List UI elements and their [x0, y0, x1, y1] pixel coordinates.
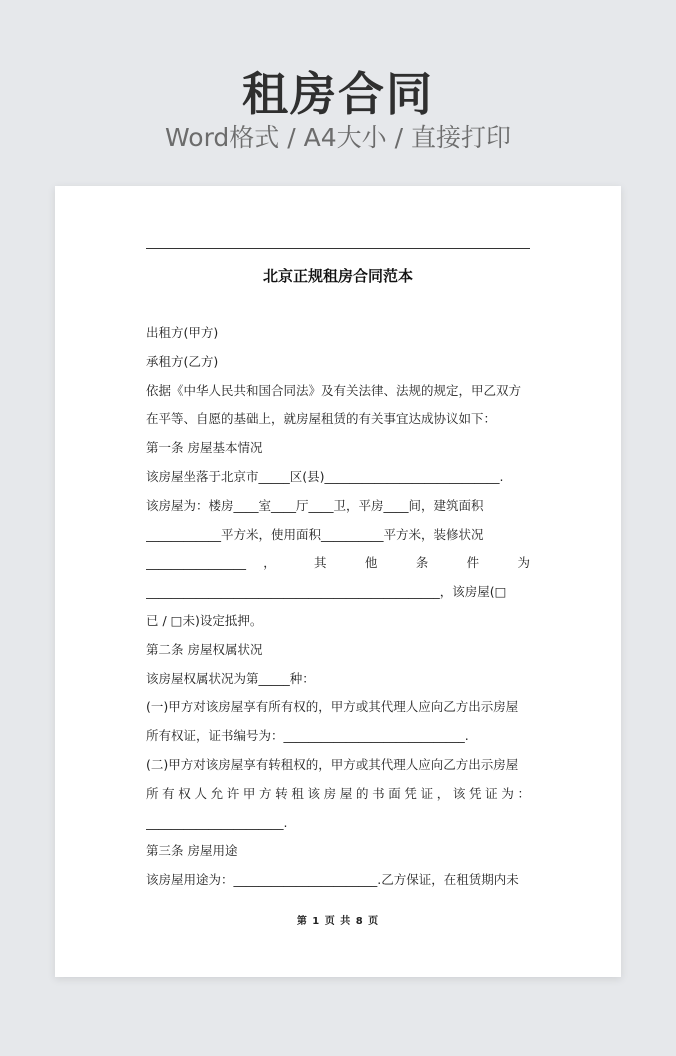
section-heading: 第三条 房屋用途 [146, 843, 238, 859]
text-line: 该房屋权属状况为第_____种： [146, 670, 315, 686]
text-line: 所有权人允许甲方转租该房屋的书面凭证，该凭证为： [146, 785, 530, 801]
text-line: 该房屋坐落于北京市_____区(县)____________________________. [146, 468, 504, 484]
document-body [146, 319, 530, 895]
hero-title: 租房合同 [242, 67, 434, 121]
page-number: 第 1 页 共 8 页 [296, 916, 380, 927]
text-line: ______________________. [146, 814, 288, 830]
hero-subtitle: Word格式 / A4大小 / 直接打印 [165, 123, 511, 152]
document-page [55, 186, 621, 977]
text-line: (二)甲方对该房屋享有转租权的，甲方或其代理人应向乙方出示房屋 [146, 756, 519, 772]
text-line: 依据《中华人民共和国合同法》及有关法律、法规的规定，甲乙双方 [146, 382, 522, 398]
text-line: ________________， 其 他 条 件 为 [146, 555, 530, 571]
text-line: ____________平方米，使用面积__________平方米，装修状况 [146, 526, 484, 542]
text-line: 在平等、自愿的基础上，就房屋租赁的有关事宜达成协议如下： [146, 411, 497, 427]
text-line: _______________________________________________，该房屋(□ [146, 584, 507, 600]
text-line: 出租方(甲方) [146, 325, 219, 340]
text-line: 承租方(乙方) [146, 353, 219, 369]
document-title: 北京正规租房合同范本 [262, 267, 413, 285]
text-line: 已 / □未)设定抵押。 [146, 612, 263, 628]
header-rule [146, 248, 530, 249]
text-line: (一)甲方对该房屋享有所有权的，甲方或其代理人应向乙方出示房屋 [146, 699, 519, 715]
text-line: 该房屋为：楼房____室____厅____卫，平房____间，建筑面积 [146, 497, 484, 513]
text-line: 该房屋用途为：_______________________.乙方保证，在租赁期内未 [146, 872, 519, 888]
section-heading: 第一条 房屋基本情况 [146, 440, 263, 456]
section-heading: 第二条 房屋权属状况 [146, 641, 263, 657]
text-line: 所有权证，证书编号为：_____________________________. [146, 728, 469, 744]
